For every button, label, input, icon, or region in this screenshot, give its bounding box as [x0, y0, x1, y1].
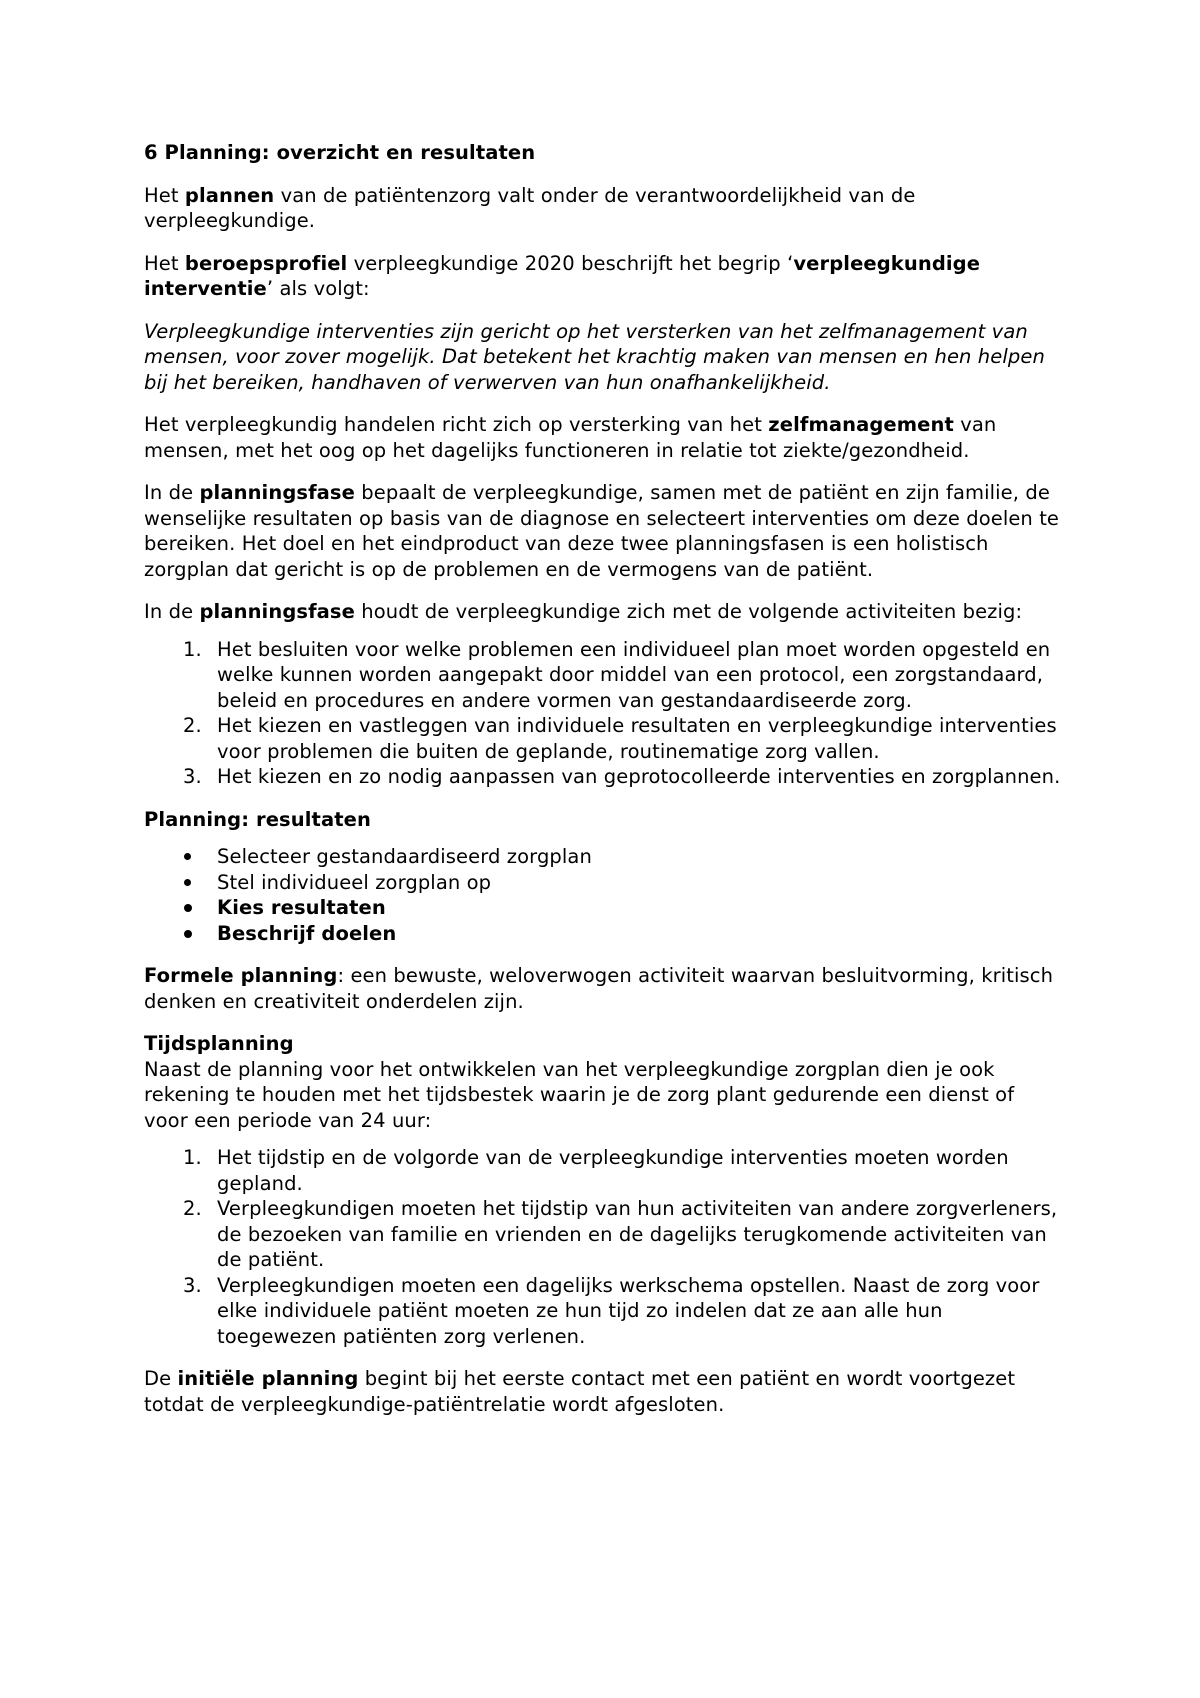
text: : een bewuste, weloverwogen activiteit waarvan besluitvorming, kritisch denken en creativiteit onderdelen zijn.: [144, 964, 1054, 1013]
list-item: [144, 713, 1064, 764]
bullet-text: Beschrijf doelen: [217, 921, 397, 945]
bullet-icon: [184, 904, 192, 912]
italic-quote: Verpleegkundige interventies zijn gericht op het versterken van het zelfmanagement van mensen, voor zover mogelijk. Dat betekent het krachtig maken van mensen en hen helpen bij het bereiken, handhaven of verwerven van hun onafhankelijkheid.: [144, 319, 1045, 394]
quote-paragraph: [144, 319, 1064, 396]
paragraph-initiele-planning: [144, 1366, 1064, 1417]
list-number: 1.: [183, 637, 202, 661]
bullet-icon: [184, 930, 192, 938]
paragraph-tijdsplanning: [144, 1031, 1064, 1133]
bullet-text: Selecteer gestandaardiseerd zorgplan: [217, 845, 592, 868]
bold-term: planningsfase: [199, 481, 355, 504]
list-number: 1.: [183, 1146, 202, 1169]
paragraph-planningsfase-2: [144, 599, 1064, 625]
paragraph-formele-planning: [144, 963, 1064, 1014]
list-text: Het kiezen en vastleggen van individuele resultaten en verpleegkundige interventies voor problemen die buiten de geplande, routinematige zorg vallen.: [217, 714, 1057, 763]
list-number: 3.: [183, 765, 202, 788]
paragraph-plannen: [144, 183, 1064, 234]
results-bullet-list: [144, 844, 1064, 946]
text: van mensen, met het oog op het dagelijks functioneren in relatie tot ziekte/gezondheid.: [144, 413, 997, 462]
time-planning-list: [144, 1145, 1064, 1349]
bullet-icon: [184, 853, 191, 860]
bullet-item: [144, 895, 1064, 921]
text: houdt de verpleegkundige zich met de volgende activiteiten bezig:: [354, 600, 1023, 623]
paragraph-zelfmanagement: [144, 412, 1064, 463]
bold-term: initiële planning: [177, 1367, 359, 1390]
bullet-icon: [184, 879, 191, 886]
bold-term: zelfmanagement: [768, 413, 954, 436]
text: De: [144, 1367, 178, 1390]
list-item: [144, 764, 1064, 790]
list-item: [144, 1273, 1064, 1350]
paragraph-beroepsprofiel: [144, 251, 1064, 302]
heading-tijdsplanning: Tijdsplanning: [144, 1032, 294, 1055]
list-item: [144, 1145, 1064, 1196]
text: Het: [144, 251, 185, 275]
bold-term: plannen: [184, 183, 275, 207]
activities-list: [144, 637, 1064, 790]
bold-term: beroepsprofiel: [184, 251, 348, 275]
bold-term: Formele planning: [144, 964, 338, 987]
paragraph-planningsfase-1: [144, 480, 1064, 582]
heading-resultaten: Planning: resultaten: [144, 807, 371, 831]
text: verpleegkundige 2020 beschrijft het begrip ‘: [347, 251, 794, 275]
text: bepaalt de verpleegkundige, samen met de patiënt en zijn familie, de wenselijke resultaten op basis van de diagnose en selecteert interventies om deze doelen te bereiken. Het doel en het eindproduct van deze twee planningsfasen is een holistisch zorgplan dat gericht is op de problemen en de vermogens van de patiënt.: [144, 481, 1060, 581]
text: Het: [144, 183, 185, 207]
list-number: 2.: [183, 1197, 202, 1220]
list-text: Het besluiten voor welke problemen een individueel plan moet worden opgesteld en welke kunnen worden aangepakt door middel van een protocol, een zorgstandaard, beleid en procedures en andere vormen van gestandaardiseerde zorg.: [217, 637, 1051, 712]
list-text: Het kiezen en zo nodig aanpassen van geprotocolleerde interventies en zorgplannen.: [217, 765, 1061, 788]
bullet-text: Kies resultaten: [217, 896, 386, 919]
text: In de: [144, 600, 200, 623]
list-item: [144, 1196, 1064, 1273]
text: Het verpleegkundig handelen richt zich op versterking van het: [144, 413, 769, 436]
list-item: [144, 637, 1064, 714]
text: van de patiëntenzorg valt onder de verantwoordelijkheid van de verpleegkundige.: [144, 183, 916, 232]
list-number: 3.: [183, 1273, 202, 1297]
bullet-item: [144, 844, 1064, 870]
list-text: Het tijdstip en de volgorde van de verpleegkundige interventies moeten worden gepland.: [217, 1146, 1009, 1195]
bold-term: verpleegkundige interventie: [144, 251, 981, 300]
page-title: 6 Planning: overzicht en resultaten: [144, 141, 536, 164]
list-text: Verpleegkundigen moeten het tijdstip van hun activiteiten van andere zorgverleners, de bezoeken van familie en vrienden en de dagelijks terugkomende activiteiten van de patiënt.: [217, 1197, 1058, 1271]
text: ’ als volgt:: [266, 277, 370, 300]
text: begint bij het eerste contact met een patiënt en wordt voortgezet totdat de verpleegkundige-patiëntrelatie wordt afgesloten.: [144, 1367, 1016, 1416]
text: In de: [144, 481, 200, 504]
bold-term: planningsfase: [199, 600, 355, 623]
text: Naast de planning voor het ontwikkelen van het verpleegkundige zorgplan dien je ook rekening te houden met het tijdsbestek waarin je de zorg plant gedurende een dienst of voor een periode van 24 uur:: [144, 1057, 1015, 1132]
bullet-item: [144, 870, 1064, 896]
document-body: [144, 140, 1064, 1434]
list-number: 2.: [183, 714, 202, 737]
list-text: Verpleegkundigen moeten een dagelijks werkschema opstellen. Naast de zorg voor elke individuele patiënt moeten ze hun tijd zo indelen dat ze aan alle hun toegewezen patiënten zorg verlenen.: [217, 1273, 1040, 1348]
bullet-item: [144, 921, 1064, 947]
bullet-text: Stel individueel zorgplan op: [217, 870, 492, 894]
